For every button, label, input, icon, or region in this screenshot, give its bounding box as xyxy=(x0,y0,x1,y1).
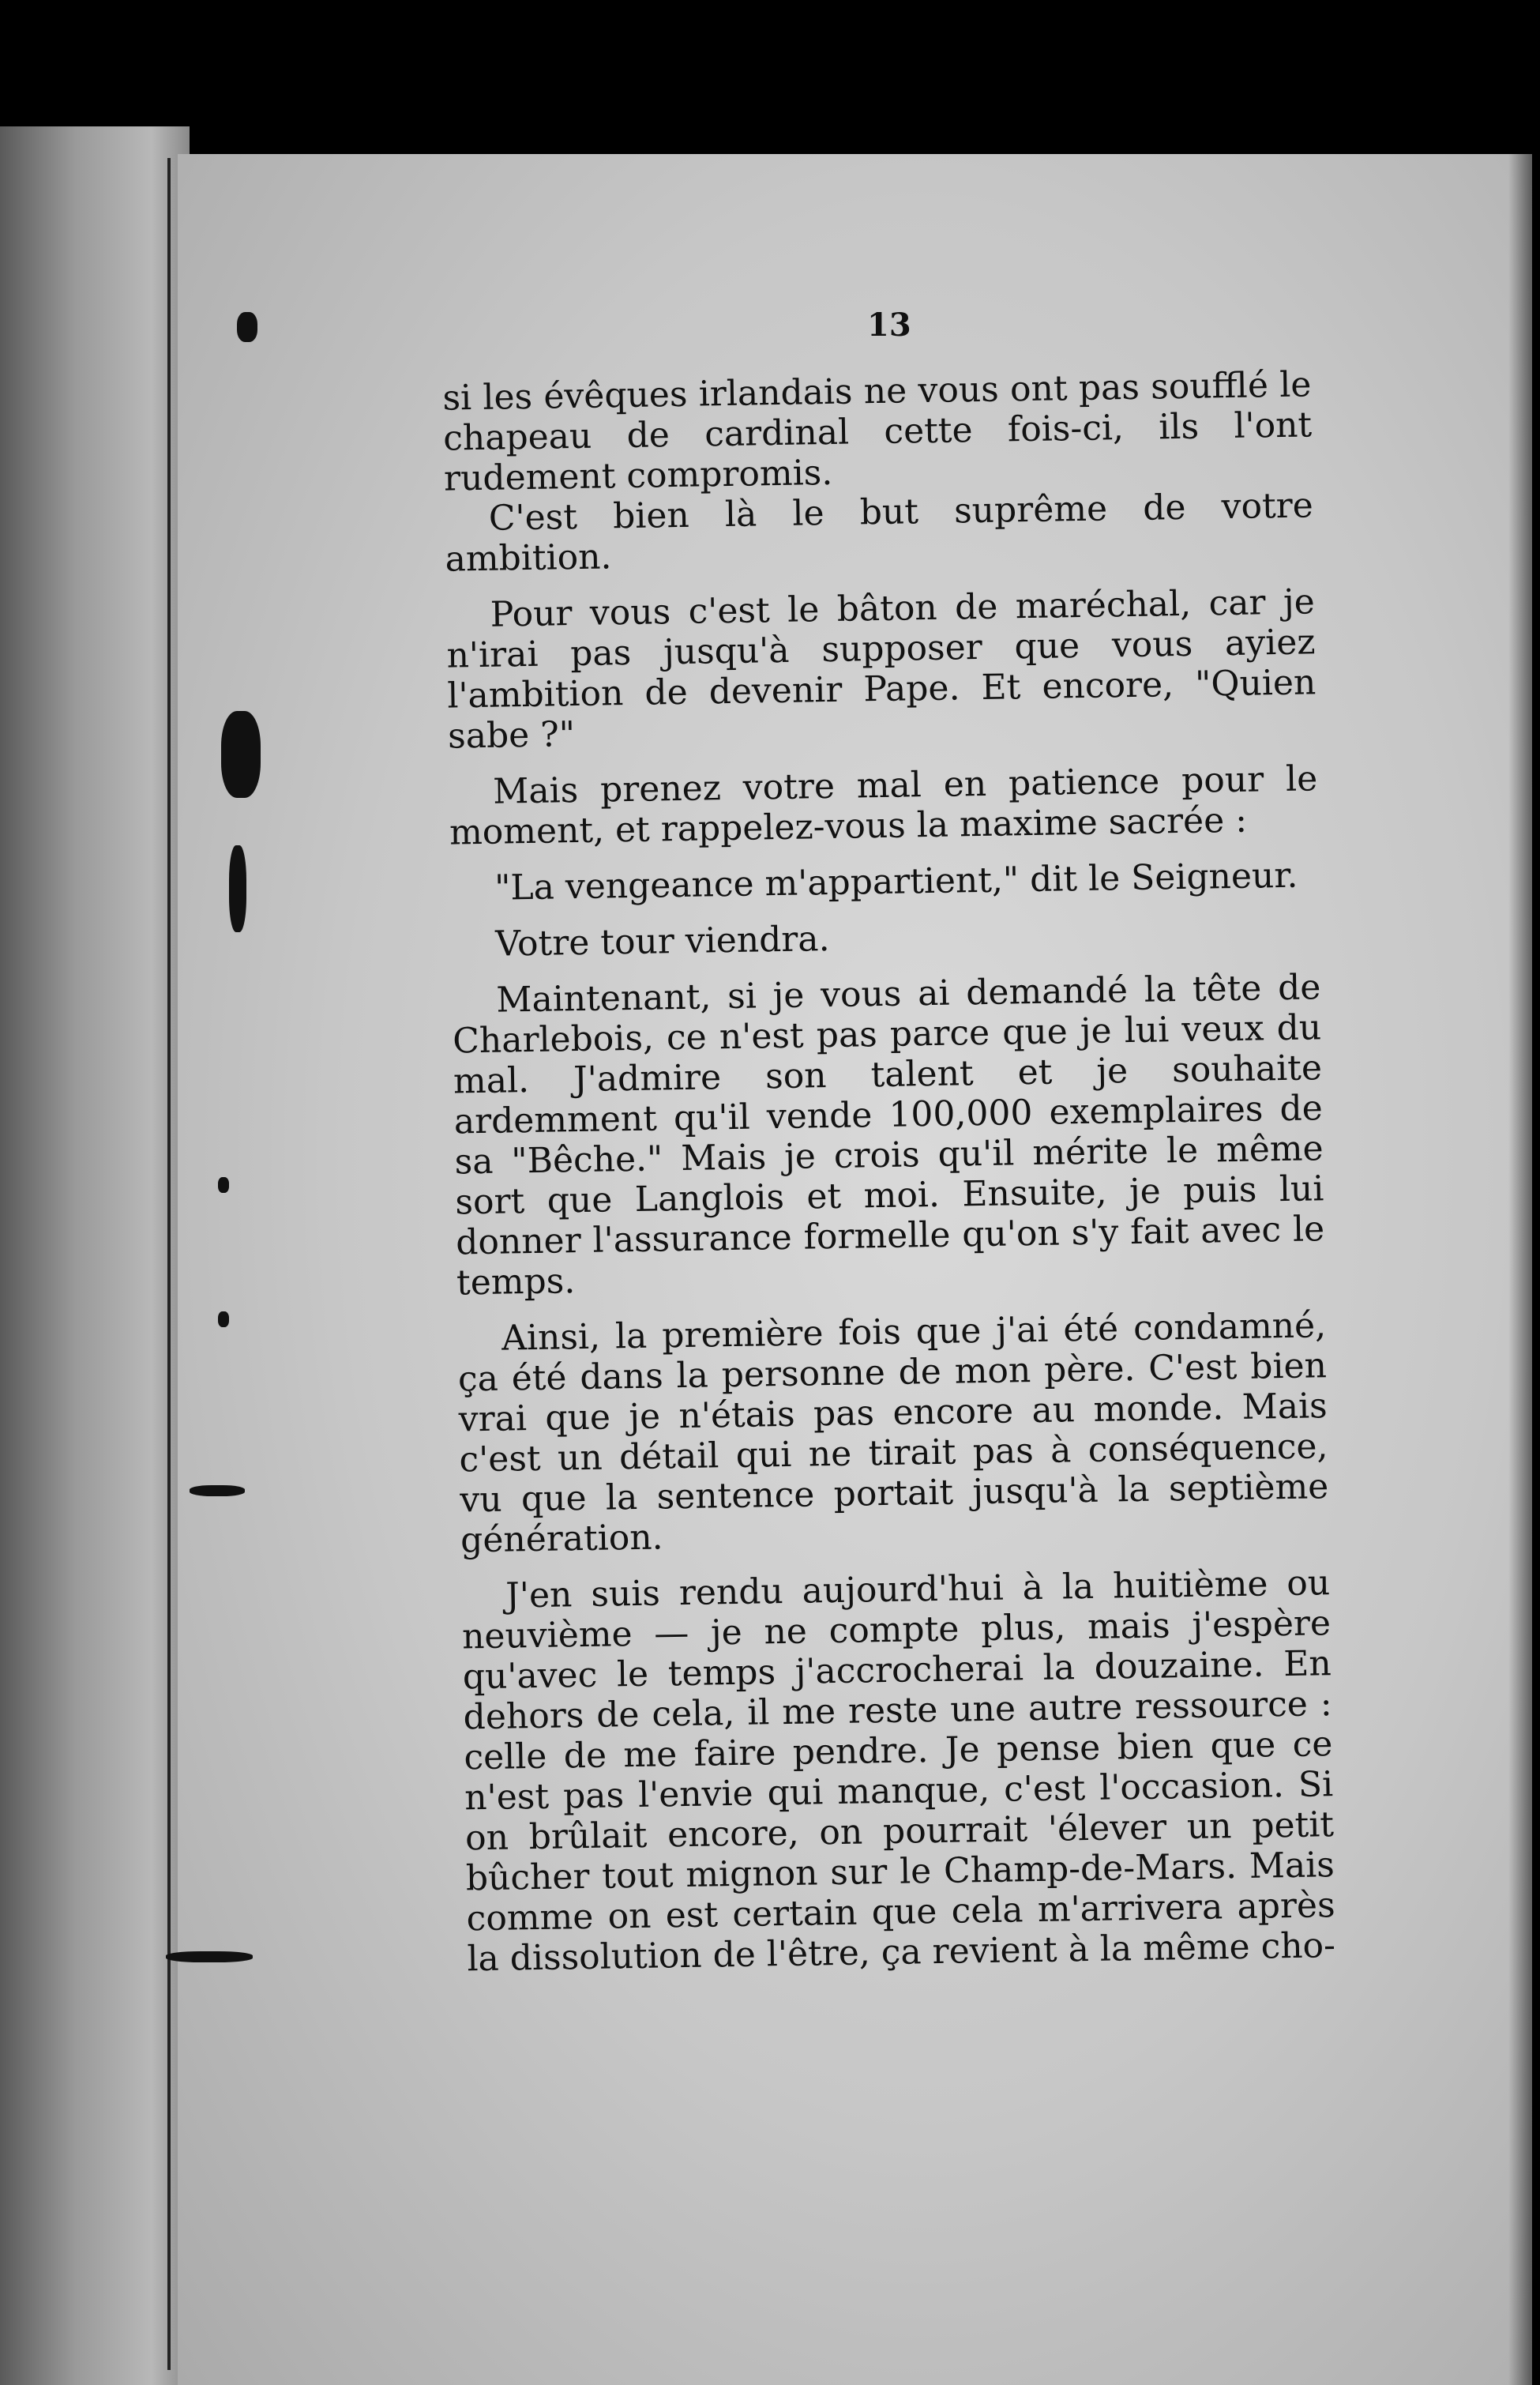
gutter-mark xyxy=(218,1311,229,1327)
book-binding xyxy=(167,158,171,2370)
gutter-mark xyxy=(221,711,261,798)
facing-page-edge xyxy=(0,126,190,2385)
paragraph: Pour vous c'est le bâton de maréchal, car je n'irai pas jusqu'à supposer que vous ayiez l'ambition de devenir Pape. Et encore, "Quien sabe ?" xyxy=(446,581,1317,757)
gutter-mark xyxy=(166,1951,253,1962)
paragraph: "La vengeance m'appartient," dit le Seigneur. xyxy=(494,855,1298,908)
paragraph: J'en suis rendu aujourd'hui à la huitième ou neuvième — je ne compte plus, mais j'espère qu'avec le temps j'accrocherai la douzaine. En dehors de cela, il me reste une autre ressource : celle de me faire pendre. Je pense bien que ce n'est pas l'envie qui manque, c'est l'occasion. Si on brûlait encore, on pourrait 'élever un petit bûcher tout mignon sur le Champ-de-Mars. Mais comme on est certain que cela m'arrivera après la dissolution de l'être, ça revient à la même cho- xyxy=(461,1563,1336,1980)
paragraph: C'est bien là le but suprême de votre ambition. xyxy=(445,485,1314,580)
gutter-mark xyxy=(190,1485,245,1496)
page-number: 13 xyxy=(867,307,911,344)
paragraph: Votre tour viendra. xyxy=(494,919,830,965)
scan-border xyxy=(0,0,1540,158)
paragraph: Maintenant, si je vous ai demandé la tête de Charlebois, ce n'est pas parce que je lui veux du mal. J'admire son talent et je souhaite ardemment qu'il vende 100,000 exemplaires de sa "Bêche." Mais je crois qu'il mérite le même sort que Langlois et moi. Ensuite, je puis lui donner l'assurance formelle qu'on s'y fait avec le temps. xyxy=(452,967,1325,1303)
gutter-mark xyxy=(218,1177,229,1193)
page-text xyxy=(442,364,1342,2337)
gutter-mark xyxy=(237,312,257,342)
paragraph: Mais prenez votre mal en patience pour le moment, et rappelez-vous la maxime sacrée : xyxy=(449,758,1318,853)
paragraph: Ainsi, la première fois que j'ai été condamné, ça été dans la personne de mon père. C'est bien vrai que je n'étais pas encore au monde. Mais c'est un détail qui ne tirait pas à conséquence, vu que la sentence portait jusqu'à la septième génération. xyxy=(457,1305,1329,1561)
paragraph: si les évêques irlandais ne vous ont pas soufflé le chapeau de cardinal cette fois-ci, ils l'ont rudement compromis. xyxy=(442,364,1313,499)
gutter-mark xyxy=(229,845,246,932)
page-shadow xyxy=(1508,154,1532,2385)
